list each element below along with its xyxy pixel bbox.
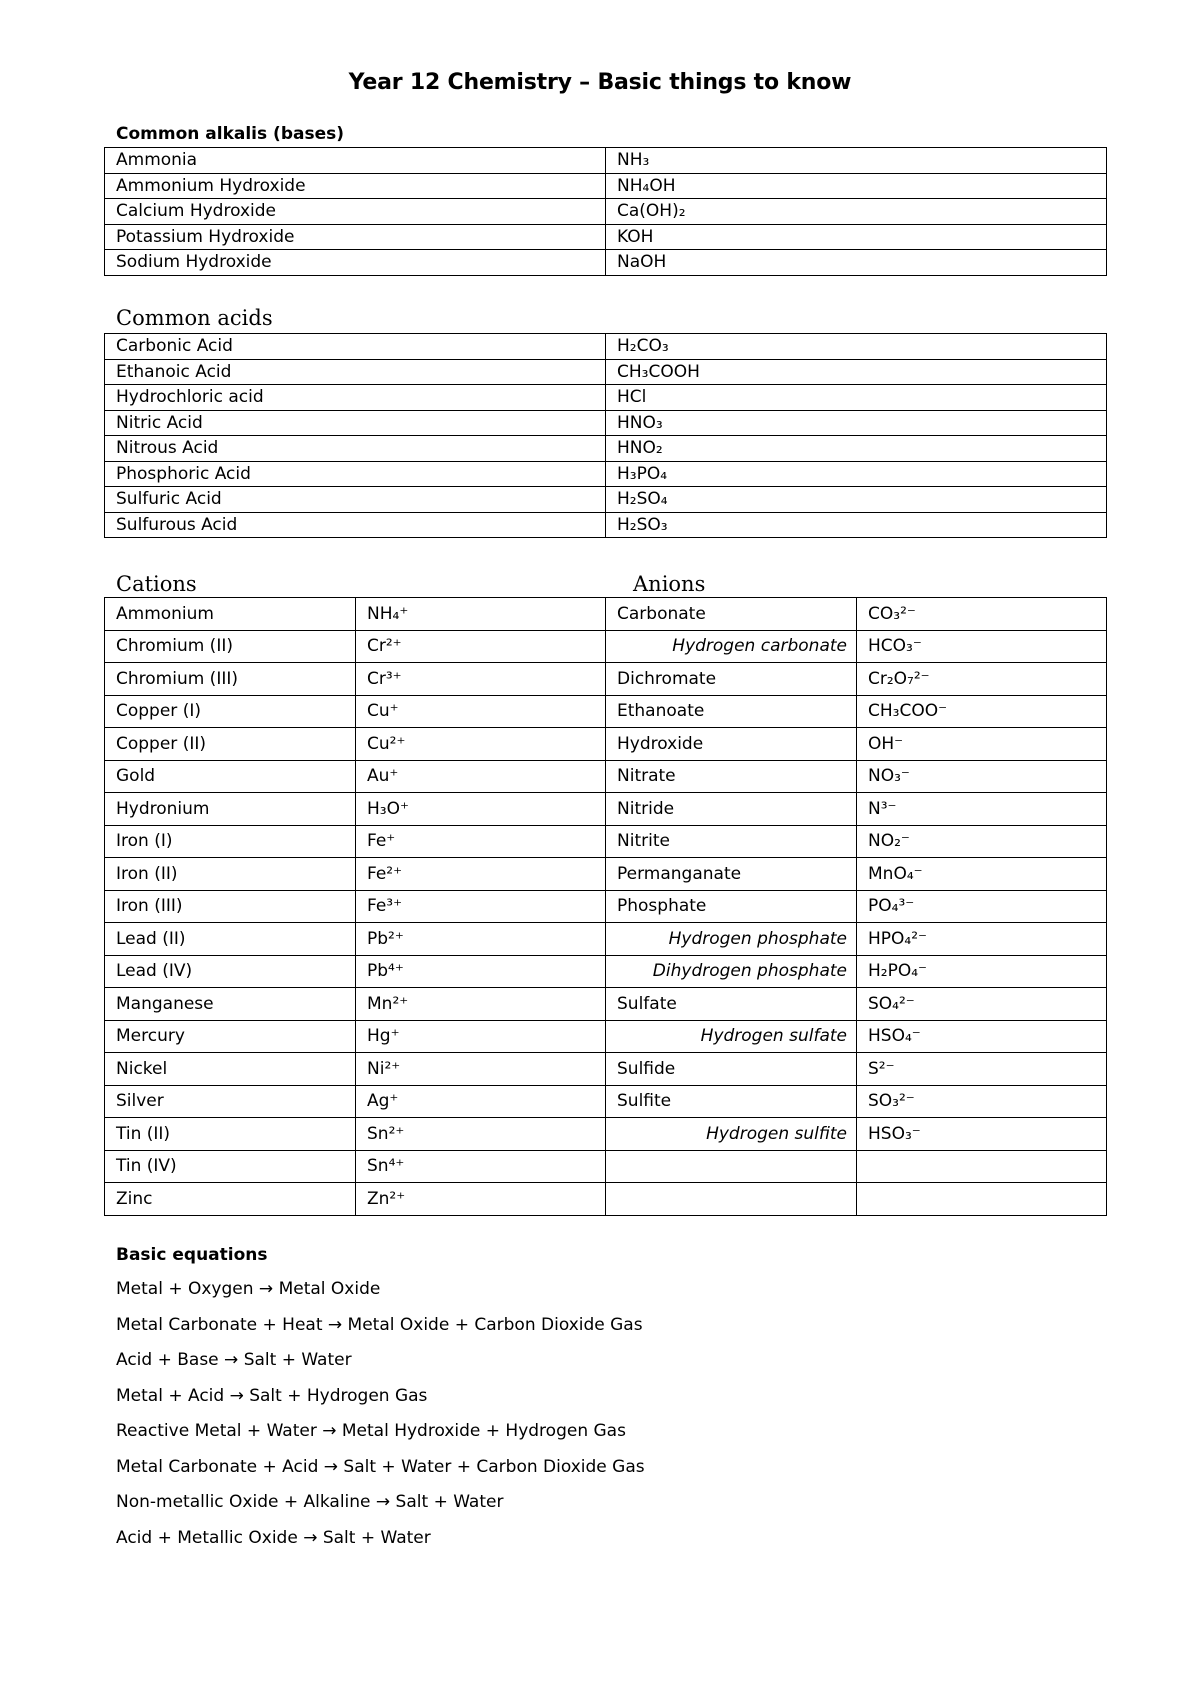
equation-line: Metal + Oxygen → Metal Oxide <box>116 1279 381 1299</box>
acid-row <box>105 359 1107 385</box>
anion-formula-cell: NO₃⁻ <box>857 760 1107 793</box>
acid-row <box>105 512 1107 538</box>
alkali-formula-cell: NaOH <box>606 250 1107 276</box>
alkalis-table <box>104 147 1107 276</box>
cation-formula-cell: Pb²⁺ <box>356 923 606 956</box>
alkali-name-cell: Ammonia <box>105 148 606 174</box>
anion-formula-cell: CO₃²⁻ <box>857 598 1107 631</box>
ions-table <box>104 597 1107 1216</box>
alkali-formula-cell: NH₄OH <box>606 173 1107 199</box>
acid-name-cell: Carbonic Acid <box>105 334 606 360</box>
anion-name-cell: Sulfide <box>606 1053 857 1086</box>
ion-row <box>105 793 1107 826</box>
equation-line: Reactive Metal + Water → Metal Hydroxide + Hydrogen Gas <box>116 1421 626 1441</box>
cation-name-cell: Tin (IV) <box>105 1150 356 1183</box>
anion-formula-cell: S²⁻ <box>857 1053 1107 1086</box>
anion-name-cell: Sulfite <box>606 1085 857 1118</box>
cation-name-cell: Mercury <box>105 1020 356 1053</box>
ion-row <box>105 760 1107 793</box>
cation-formula-cell: Fe²⁺ <box>356 858 606 891</box>
cation-name-cell: Silver <box>105 1085 356 1118</box>
alkalis-heading: Common alkalis (bases) <box>116 124 344 144</box>
alkali-row <box>105 173 1107 199</box>
anion-formula-cell: HSO₄⁻ <box>857 1020 1107 1053</box>
cation-name-cell: Chromium (III) <box>105 663 356 696</box>
cation-formula-cell: Fe⁺ <box>356 825 606 858</box>
ion-row <box>105 1150 1107 1183</box>
ion-row <box>105 988 1107 1021</box>
alkali-row <box>105 250 1107 276</box>
acids-table <box>104 333 1107 538</box>
cation-name-cell: Copper (I) <box>105 695 356 728</box>
anion-name-cell: Nitrate <box>606 760 857 793</box>
anion-formula-cell: NO₂⁻ <box>857 825 1107 858</box>
acid-name-cell: Sulfurous Acid <box>105 512 606 538</box>
equation-line: Metal Carbonate + Acid → Salt + Water + Carbon Dioxide Gas <box>116 1456 645 1477</box>
cation-formula-cell: Cr³⁺ <box>356 663 606 696</box>
anion-formula-cell: CH₃COO⁻ <box>857 695 1107 728</box>
ion-row <box>105 630 1107 663</box>
ion-row <box>105 1053 1107 1086</box>
acid-formula-cell: HCl <box>606 385 1107 411</box>
cation-name-cell: Iron (I) <box>105 825 356 858</box>
cation-name-cell: Copper (II) <box>105 728 356 761</box>
anion-formula-cell: Cr₂O₇²⁻ <box>857 663 1107 696</box>
alkali-name-cell: Sodium Hydroxide <box>105 250 606 276</box>
cation-formula-cell: Cu⁺ <box>356 695 606 728</box>
ion-row <box>105 955 1107 988</box>
acid-row <box>105 410 1107 436</box>
acid-name-cell: Hydrochloric acid <box>105 385 606 411</box>
anion-name-cell <box>606 1150 857 1183</box>
alkali-row <box>105 148 1107 174</box>
ion-row <box>105 825 1107 858</box>
anion-formula-cell: HSO₃⁻ <box>857 1118 1107 1151</box>
ion-row <box>105 695 1107 728</box>
anion-name-cell <box>606 1183 857 1216</box>
cation-formula-cell: Fe³⁺ <box>356 890 606 923</box>
acids-heading: Common acids <box>116 306 273 330</box>
acid-name-cell: Ethanoic Acid <box>105 359 606 385</box>
acid-row <box>105 385 1107 411</box>
alkali-formula-cell: NH₃ <box>606 148 1107 174</box>
anion-formula-cell: PO₄³⁻ <box>857 890 1107 923</box>
acid-name-cell: Sulfuric Acid <box>105 487 606 513</box>
ion-row <box>105 1118 1107 1151</box>
anion-formula-cell: SO₄²⁻ <box>857 988 1107 1021</box>
acid-row <box>105 487 1107 513</box>
anion-formula-cell <box>857 1183 1107 1216</box>
equation-line: Acid + Base → Salt + Water <box>116 1350 352 1370</box>
ion-row <box>105 1020 1107 1053</box>
anions-heading: Anions <box>633 572 706 596</box>
anion-name-cell: Hydrogen carbonate <box>606 630 857 663</box>
cation-formula-cell: Sn⁴⁺ <box>356 1150 606 1183</box>
alkali-name-cell: Potassium Hydroxide <box>105 224 606 250</box>
cation-formula-cell: Ag⁺ <box>356 1085 606 1118</box>
cation-formula-cell: Hg⁺ <box>356 1020 606 1053</box>
cation-formula-cell: Sn²⁺ <box>356 1118 606 1151</box>
ion-row <box>105 598 1107 631</box>
anion-name-cell: Carbonate <box>606 598 857 631</box>
anion-formula-cell: SO₃²⁻ <box>857 1085 1107 1118</box>
alkali-name-cell: Calcium Hydroxide <box>105 199 606 225</box>
cation-formula-cell: Pb⁴⁺ <box>356 955 606 988</box>
acid-formula-cell: H₂SO₃ <box>606 512 1107 538</box>
acid-row <box>105 334 1107 360</box>
cation-name-cell: Ammonium <box>105 598 356 631</box>
cation-formula-cell: NH₄⁺ <box>356 598 606 631</box>
ion-row <box>105 890 1107 923</box>
ion-row <box>105 663 1107 696</box>
anion-formula-cell: MnO₄⁻ <box>857 858 1107 891</box>
cation-name-cell: Tin (II) <box>105 1118 356 1151</box>
cation-formula-cell: Ni²⁺ <box>356 1053 606 1086</box>
anion-name-cell: Permanganate <box>606 858 857 891</box>
anion-name-cell: Hydroxide <box>606 728 857 761</box>
anion-name-cell: Phosphate <box>606 890 857 923</box>
cation-formula-cell: Zn²⁺ <box>356 1183 606 1216</box>
ion-row <box>105 923 1107 956</box>
cation-name-cell: Manganese <box>105 988 356 1021</box>
anion-name-cell: Sulfate <box>606 988 857 1021</box>
cation-name-cell: Lead (II) <box>105 923 356 956</box>
alkali-row <box>105 199 1107 225</box>
cation-name-cell: Gold <box>105 760 356 793</box>
equation-line: Metal + Acid → Salt + Hydrogen Gas <box>116 1385 428 1406</box>
anion-formula-cell: N³⁻ <box>857 793 1107 826</box>
alkali-formula-cell: Ca(OH)₂ <box>606 199 1107 225</box>
anion-formula-cell: OH⁻ <box>857 728 1107 761</box>
equation-line: Non-metallic Oxide + Alkaline → Salt + Water <box>116 1492 504 1512</box>
cations-heading: Cations <box>116 572 197 596</box>
anion-name-cell: Hydrogen phosphate <box>606 923 857 956</box>
cation-name-cell: Zinc <box>105 1183 356 1216</box>
anion-formula-cell: HCO₃⁻ <box>857 630 1107 663</box>
anion-name-cell: Dihydrogen phosphate <box>606 955 857 988</box>
cation-name-cell: Hydronium <box>105 793 356 826</box>
equation-line: Acid + Metallic Oxide → Salt + Water <box>116 1527 431 1548</box>
anion-name-cell: Ethanoate <box>606 695 857 728</box>
cation-name-cell: Iron (II) <box>105 858 356 891</box>
cation-formula-cell: H₃O⁺ <box>356 793 606 826</box>
anion-formula-cell: H₂PO₄⁻ <box>857 955 1107 988</box>
anion-formula-cell <box>857 1150 1107 1183</box>
anion-formula-cell: HPO₄²⁻ <box>857 923 1107 956</box>
acid-formula-cell: HNO₃ <box>606 410 1107 436</box>
anion-name-cell: Nitride <box>606 793 857 826</box>
page-title: Year 12 Chemistry – Basic things to know <box>348 70 852 95</box>
acid-formula-cell: H₂SO₄ <box>606 487 1107 513</box>
cation-formula-cell: Au⁺ <box>356 760 606 793</box>
cation-name-cell: Nickel <box>105 1053 356 1086</box>
alkali-formula-cell: KOH <box>606 224 1107 250</box>
acid-name-cell: Phosphoric Acid <box>105 461 606 487</box>
ion-row <box>105 858 1107 891</box>
acid-formula-cell: H₂CO₃ <box>606 334 1107 360</box>
cation-name-cell: Lead (IV) <box>105 955 356 988</box>
cation-formula-cell: Cr²⁺ <box>356 630 606 663</box>
alkali-name-cell: Ammonium Hydroxide <box>105 173 606 199</box>
acid-formula-cell: H₃PO₄ <box>606 461 1107 487</box>
anion-name-cell: Dichromate <box>606 663 857 696</box>
acid-formula-cell: CH₃COOH <box>606 359 1107 385</box>
cation-formula-cell: Cu²⁺ <box>356 728 606 761</box>
acid-name-cell: Nitrous Acid <box>105 436 606 462</box>
ion-row <box>105 1183 1107 1216</box>
acid-formula-cell: HNO₂ <box>606 436 1107 462</box>
anion-name-cell: Hydrogen sulfite <box>606 1118 857 1151</box>
ion-row <box>105 1085 1107 1118</box>
cation-name-cell: Iron (III) <box>105 890 356 923</box>
equations-heading: Basic equations <box>116 1245 268 1265</box>
cation-name-cell: Chromium (II) <box>105 630 356 663</box>
acid-row <box>105 436 1107 462</box>
cation-formula-cell: Mn²⁺ <box>356 988 606 1021</box>
anion-name-cell: Nitrite <box>606 825 857 858</box>
ion-row <box>105 728 1107 761</box>
acid-row <box>105 461 1107 487</box>
alkali-row <box>105 224 1107 250</box>
equation-line: Metal Carbonate + Heat → Metal Oxide + Carbon Dioxide Gas <box>116 1314 643 1335</box>
acid-name-cell: Nitric Acid <box>105 410 606 436</box>
anion-name-cell: Hydrogen sulfate <box>606 1020 857 1053</box>
